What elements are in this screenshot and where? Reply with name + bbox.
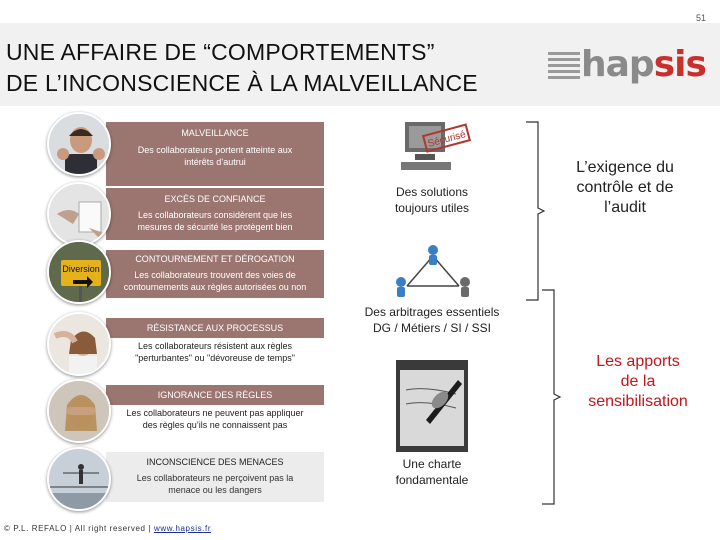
band-label: RÉSISTANCE AUX PROCESSUS [146, 323, 284, 333]
footer [4, 524, 211, 533]
photo-angry-man [47, 112, 111, 176]
photo-covered-eyes [47, 379, 111, 443]
resistance-description: Les collaborateurs résistent aux règles "perturbantes" ou "dévoreuse de temps" [135, 341, 295, 363]
band-contournement [106, 250, 324, 298]
band-description: Les collaborateurs considèrent que les mesures de sécurité les protègent bien [137, 210, 293, 232]
charte-text: Une charte fondamentale [395, 457, 469, 487]
title-line-2: DE L’INCONSCIENCE À LA MALVEILLANCE [6, 70, 478, 96]
band-label: MALVEILLANCE [181, 128, 249, 138]
band-description: Des collaborateurs portent atteinte aux intérêts d’autrui [137, 145, 293, 167]
footer-link[interactable]: www.hapsis.fr [153, 524, 212, 533]
photo-hands-paper [47, 182, 111, 246]
exigence-text: L’exigence du contrôle et de l’audit [576, 159, 674, 216]
page-title [6, 37, 478, 99]
band-label: CONTOURNEMENT ET DÉROGATION [135, 254, 295, 264]
photo-stressed-woman [47, 312, 111, 376]
band-label: EXCÈS DE CONFIANCE [164, 194, 266, 204]
page-number: 51 [695, 13, 706, 23]
apports-text: Les apports de la sensibilisation [588, 353, 688, 410]
logo-wordmark: hapsis [581, 44, 706, 85]
solutions-text: Des solutions toujours utiles [394, 185, 470, 215]
band-exces-de-confiance [106, 188, 324, 240]
brace-bottom [540, 288, 562, 506]
band-description: Les collaborateurs ne perçoivent pas la menace ou les dangers [136, 473, 294, 495]
band-inconscience [106, 452, 324, 502]
network-people-icon [387, 242, 479, 302]
pen-writing-image [396, 360, 468, 452]
hapsis-logo [548, 44, 706, 85]
band-label: IGNORANCE DES RÈGLES [157, 390, 273, 400]
photo-tightrope-walker [47, 447, 111, 511]
arbitrages-text: Des arbitrages essentiels DG / Métiers / SI / SSI [364, 305, 500, 335]
logo-lines-icon [548, 52, 580, 82]
brace-top [524, 120, 546, 302]
title-line-1: UNE AFFAIRE DE “COMPORTEMENTS” [6, 39, 435, 65]
footer-copyright: © P.L. REFALO | All right reserved | [4, 524, 154, 533]
sign-word: Diversion [62, 264, 100, 274]
band-resistance [106, 318, 324, 338]
band-label: INCONSCIENCE DES MENACES [146, 457, 284, 467]
security-computer-image [395, 112, 471, 180]
band-malveillance [106, 122, 324, 186]
photo-diversion-sign [47, 240, 111, 304]
band-description: Les collaborateurs trouvent des voies de contournements aux règles autorisées ou non [123, 270, 307, 292]
band-ignorance [106, 385, 324, 405]
stamp-word: Sécurisé [426, 129, 468, 150]
ignorance-description: Les collaborateurs ne peuvent pas appliquer des règles qu’ils ne connaissent pas [126, 408, 304, 430]
